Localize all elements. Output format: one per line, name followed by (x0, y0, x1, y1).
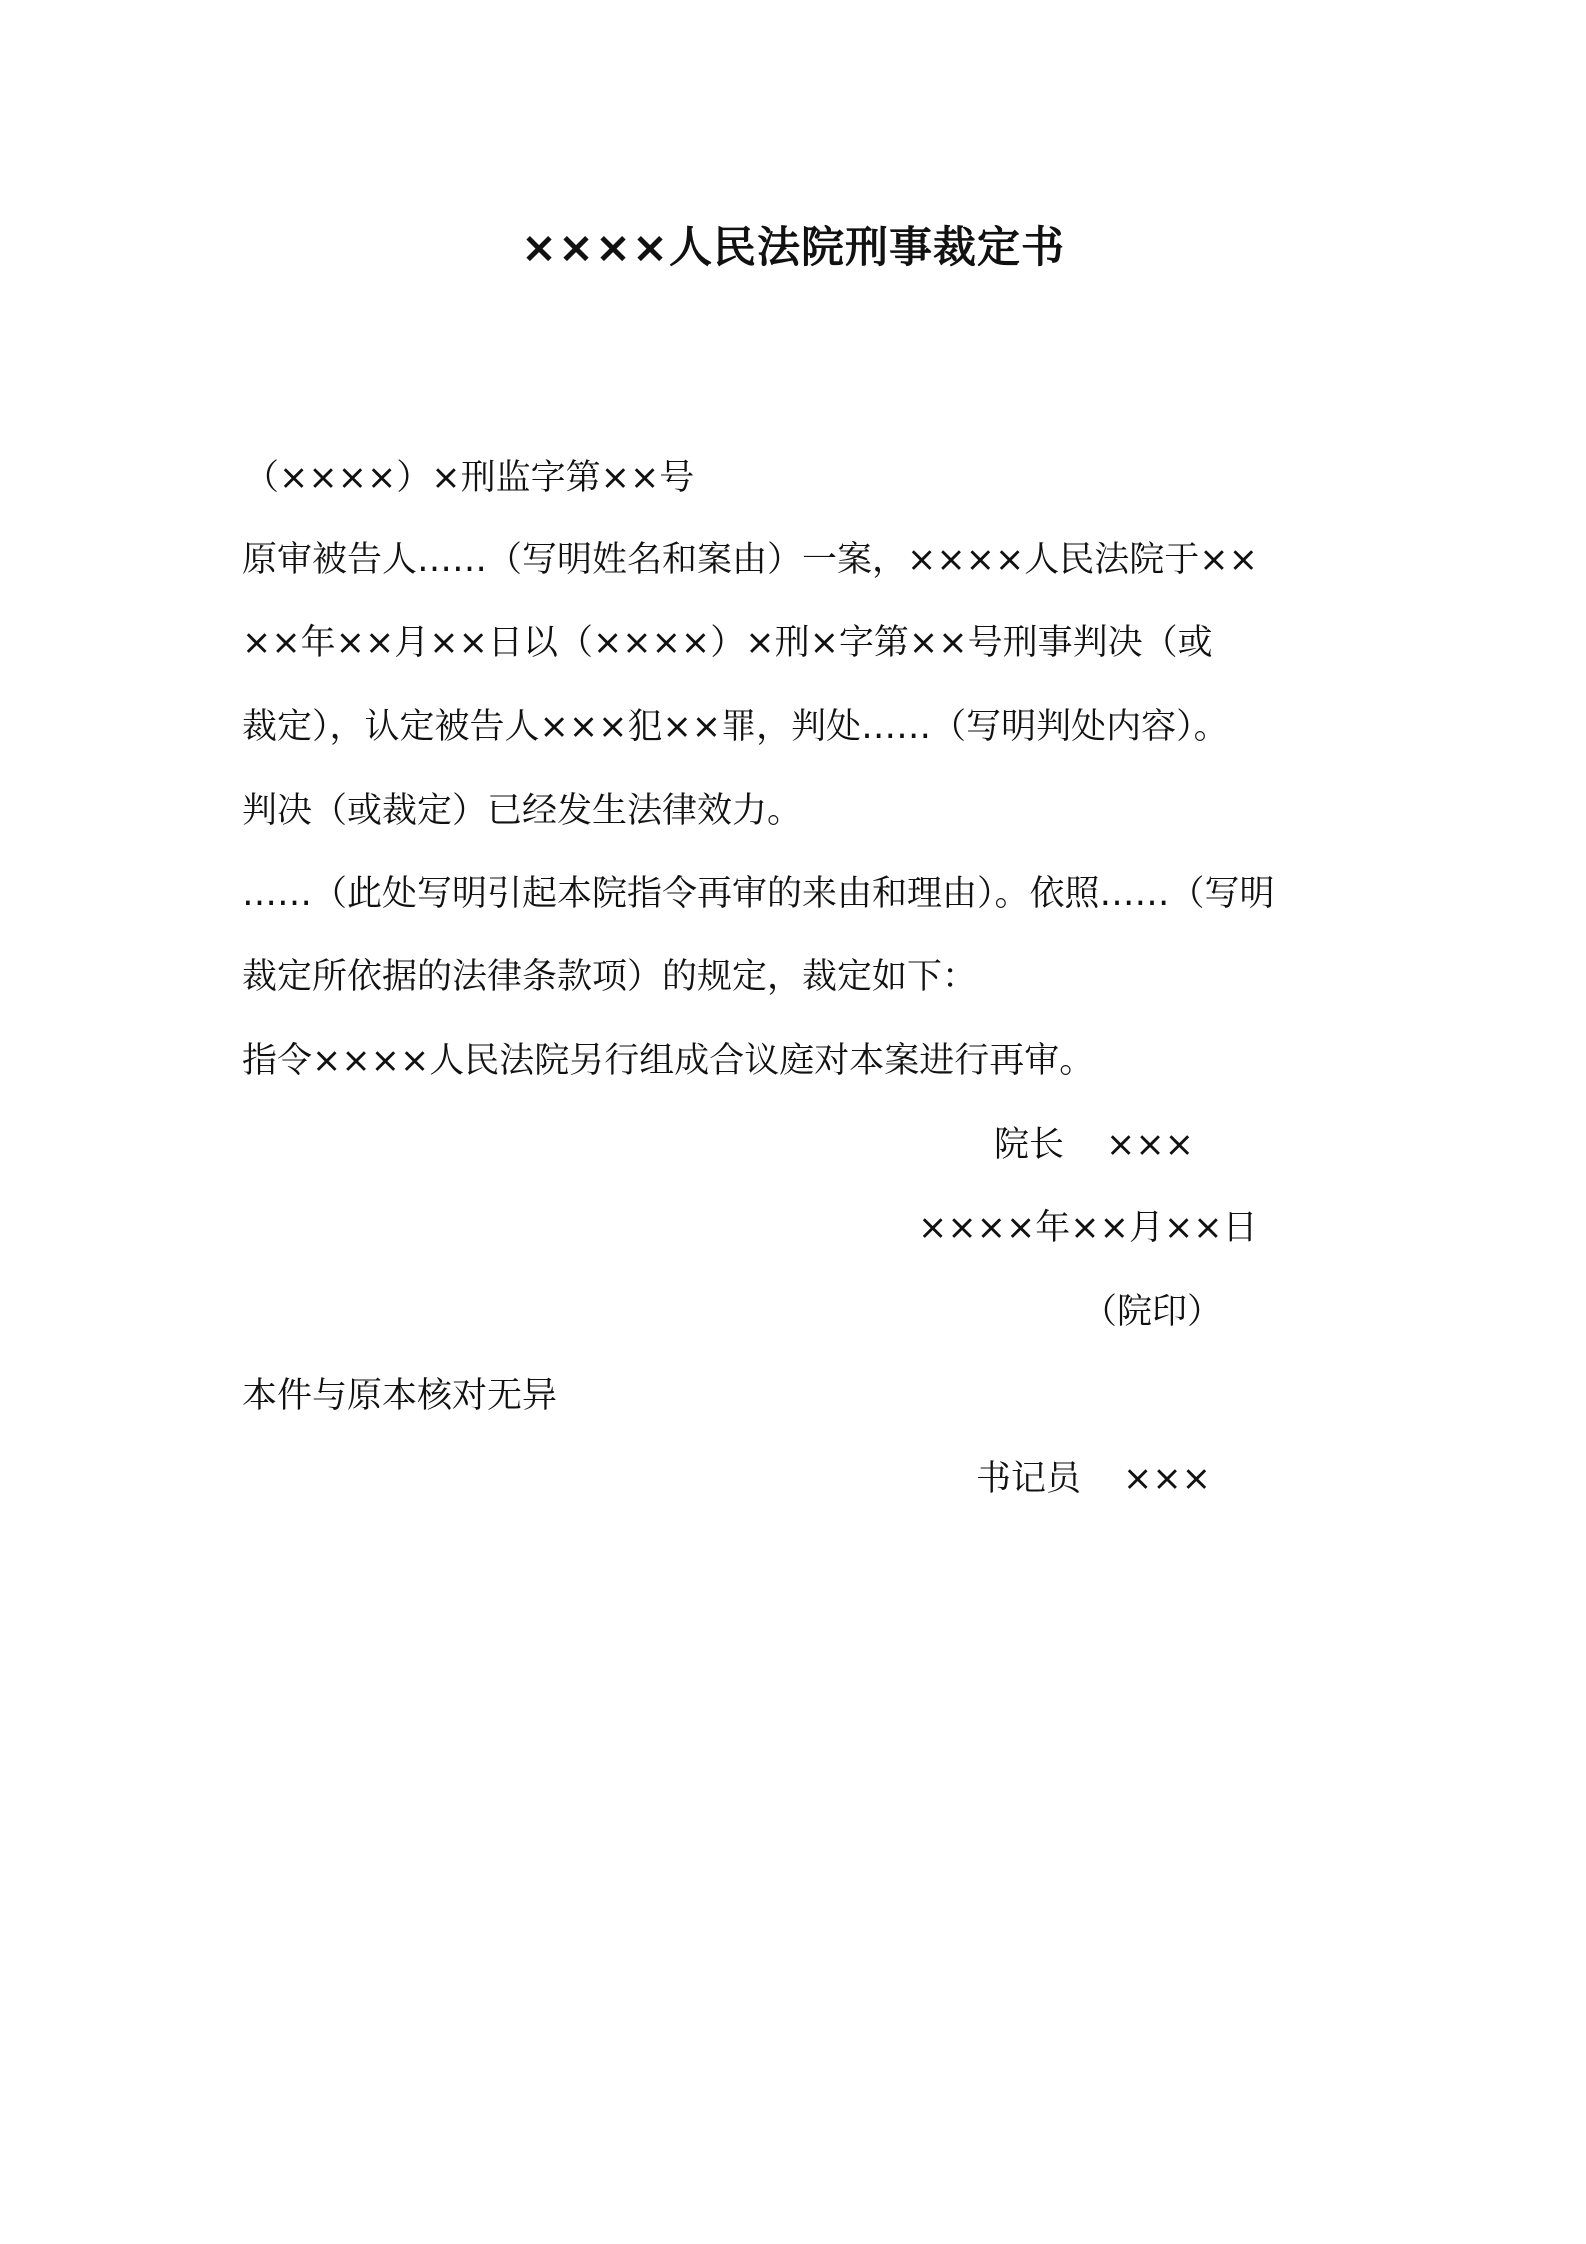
body-line-5: ……（此处写明引起本院指令再审的来由和理由）。依照……（写明 (242, 874, 1275, 914)
ruling-date: ××××年××月××日 (918, 1208, 1258, 1248)
clerk-label: 书记员 (976, 1459, 1082, 1499)
ruling-line: 指令××××人民法院另行组成合议庭对本案进行再审。 (242, 1041, 1095, 1081)
body-line-6: 裁定所依据的法律条款项）的规定，裁定如下： (242, 957, 978, 997)
clerk-signature (976, 1454, 1211, 1504)
court-seal: （院印） (1082, 1292, 1223, 1332)
body-line-4: 判决（或裁定）已经发生法律效力。 (242, 791, 803, 831)
body-line-1: 原审被告人……（写明姓名和案由）一案，××××人民法院于×× (242, 540, 1258, 580)
president-signature (994, 1120, 1194, 1170)
document-title: ××××人民法院刑事裁定书 (520, 223, 1066, 273)
verification-note: 本件与原本核对无异 (242, 1376, 558, 1416)
body-line-3: 裁定），认定被告人×××犯××罪，判处……（写明判处内容）。 (242, 707, 1229, 747)
body-line-2: ××年××月××日以（××××）×刑×字第××号刑事判决（或 (242, 623, 1213, 663)
case-number: （××××）×刑监字第××号 (244, 458, 695, 498)
president-label: 院长 (994, 1125, 1065, 1165)
clerk-name: ××× (1123, 1459, 1211, 1499)
president-name: ××× (1106, 1125, 1194, 1165)
